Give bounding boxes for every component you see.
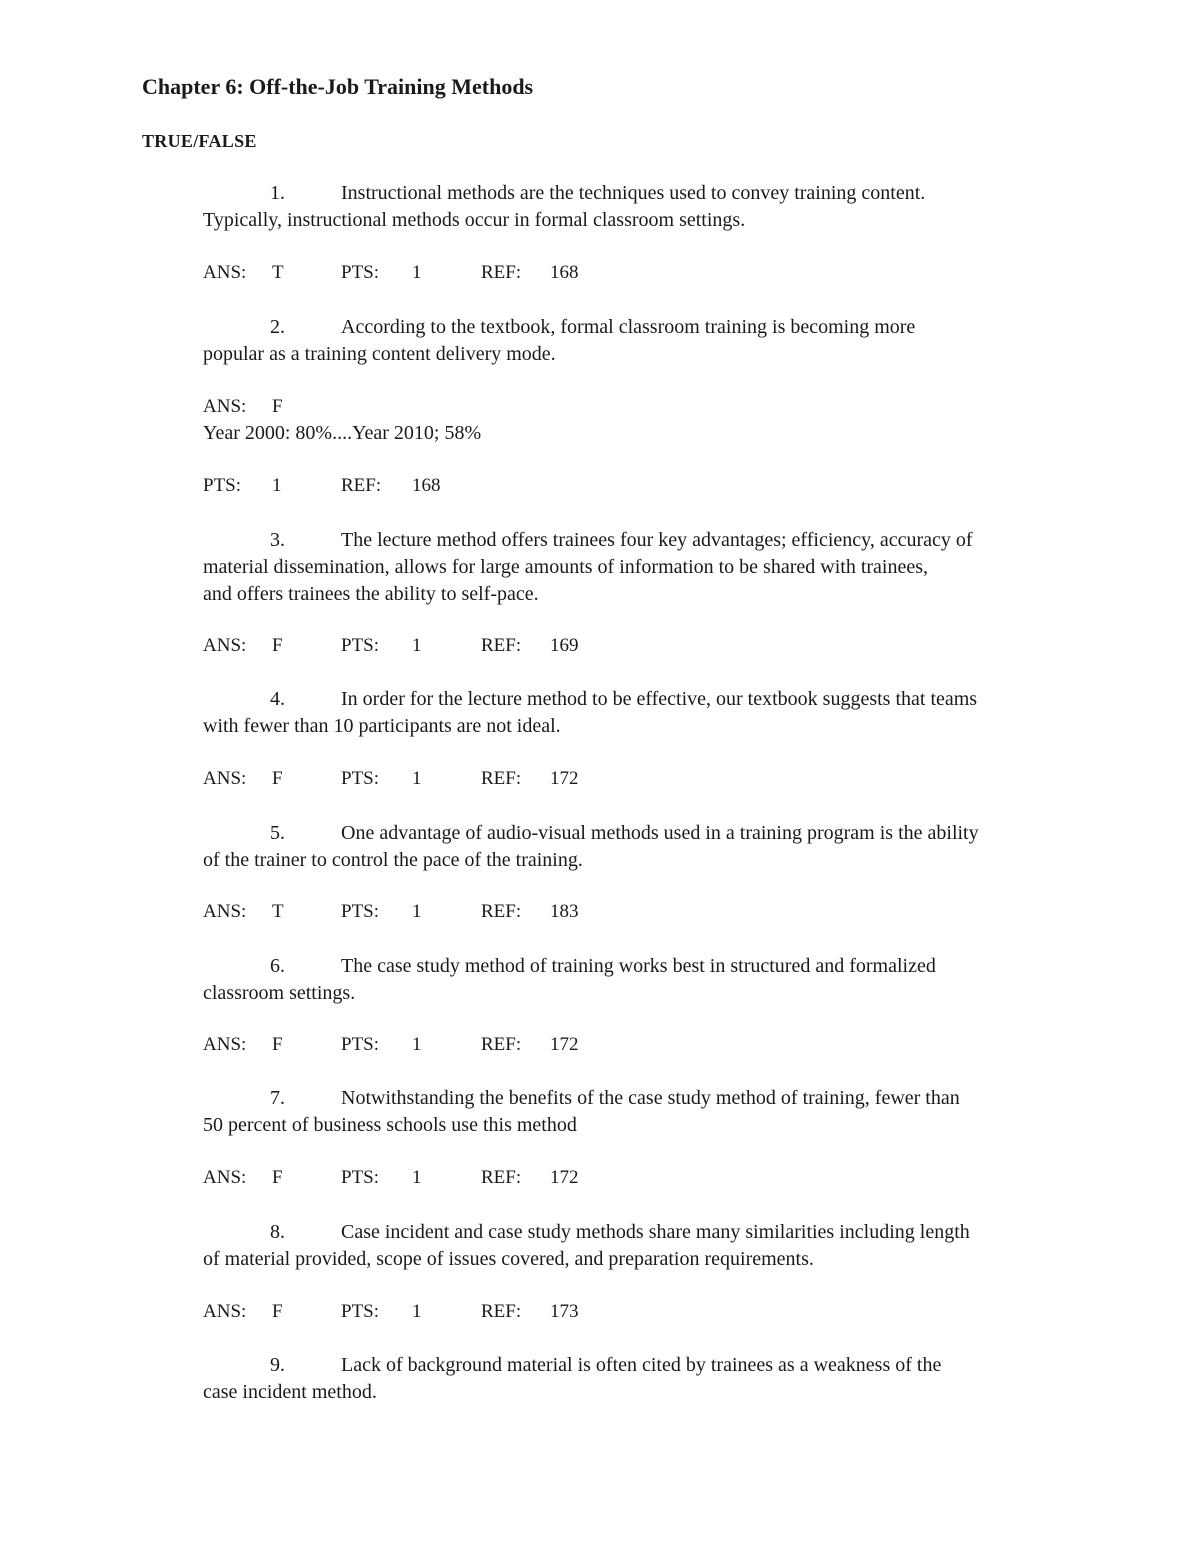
question-text-continued: Typically, instructional methods occur in formal classroom settings.: [203, 209, 746, 231]
ref-label: REF:: [481, 1301, 522, 1322]
answer-row-1: [203, 260, 803, 286]
question-text-continued: 50 percent of business schools use this method: [203, 1114, 577, 1136]
ref-label: REF:: [481, 635, 522, 656]
ans-label: ANS:: [203, 262, 247, 283]
question-text: Case incident and case study methods share many similarities including length: [341, 1221, 970, 1243]
answer-note: Year 2000: 80%....Year 2010; 58%: [203, 422, 482, 444]
pts-label: PTS:: [203, 475, 242, 496]
answer-row-3: [203, 633, 803, 659]
question-number: 6.: [270, 955, 285, 977]
question-number: 9.: [270, 1354, 285, 1376]
question-text: According to the textbook, formal classroom training is becoming more: [341, 316, 916, 338]
ans-value: F: [272, 635, 283, 656]
pts-label: PTS:: [341, 1301, 380, 1322]
question-text-continued: of the trainer to control the pace of the training.: [203, 849, 583, 871]
pts-value: 1: [412, 635, 422, 656]
question-text: Notwithstanding the benefits of the case study method of training, fewer than: [341, 1087, 960, 1109]
question-number: 8.: [270, 1221, 285, 1243]
ref-value: 172: [550, 768, 579, 789]
question-9: [203, 1352, 1103, 1406]
ans-label: ANS:: [203, 1034, 247, 1055]
question-8: [203, 1219, 1103, 1273]
ans-label: ANS:: [203, 901, 247, 922]
ans-value: F: [272, 396, 283, 417]
pts-label: PTS:: [341, 1034, 380, 1055]
question-text-continued: and offers trainees the ability to self-pace.: [203, 583, 539, 605]
pts-value: 1: [412, 1167, 422, 1188]
ref-label: REF:: [481, 768, 522, 789]
question-number: 3.: [270, 529, 285, 551]
ref-value: 172: [550, 1167, 579, 1188]
answer-row-7: [203, 1165, 803, 1191]
ref-value: 168: [550, 262, 579, 283]
ref-value: 183: [550, 901, 579, 922]
ans-label: ANS:: [203, 1167, 247, 1188]
pts-value: 1: [272, 475, 282, 496]
ans-label: ANS:: [203, 1301, 247, 1322]
ans-value: F: [272, 1301, 283, 1322]
question-text: One advantage of audio-visual methods used in a training program is the ability: [341, 822, 979, 844]
ans-value: T: [272, 262, 284, 283]
chapter-title: Chapter 6: Off-the-Job Training Methods: [142, 74, 534, 99]
pts-value: 1: [412, 768, 422, 789]
pts-label: PTS:: [341, 901, 380, 922]
pts-label: PTS:: [341, 1167, 380, 1188]
pts-value: 1: [412, 262, 422, 283]
question-3: [203, 527, 1103, 608]
question-2: [203, 314, 1103, 368]
question-4: [203, 686, 1103, 740]
question-text-continued: with fewer than 10 participants are not ideal.: [203, 715, 561, 737]
answer-row-6: [203, 1032, 803, 1058]
answer-row-5: [203, 899, 803, 925]
question-text: Lack of background material is often cited by trainees as a weakness of the: [341, 1354, 942, 1376]
ans-value: F: [272, 1034, 283, 1055]
ref-label: REF:: [481, 262, 522, 283]
pts-label: PTS:: [341, 635, 380, 656]
question-text: In order for the lecture method to be effective, our textbook suggests that teams: [341, 688, 978, 710]
pts-value: 1: [412, 1301, 422, 1322]
question-text-continued: material dissemination, allows for large amounts of information to be shared with trainees,: [203, 556, 928, 578]
question-number: 2.: [270, 316, 285, 338]
ans-label: ANS:: [203, 635, 247, 656]
ref-label: REF:: [481, 901, 522, 922]
question-text-continued: of material provided, scope of issues covered, and preparation requirements.: [203, 1248, 814, 1270]
answer-row-8: [203, 1299, 803, 1325]
question-text: The lecture method offers trainees four key advantages; efficiency, accuracy of: [341, 529, 973, 551]
ref-label: REF:: [481, 1167, 522, 1188]
ref-value: 172: [550, 1034, 579, 1055]
question-6: [203, 953, 1103, 1007]
ans-label: ANS:: [203, 396, 247, 417]
ref-value: 168: [412, 475, 441, 496]
answer-row-2: [203, 394, 803, 420]
ref-label: REF:: [481, 1034, 522, 1055]
answer-row-4: [203, 766, 803, 792]
question-7: [203, 1085, 1103, 1139]
section-heading: TRUE/FALSE: [142, 131, 257, 151]
question-1: [203, 180, 1103, 234]
question-text-continued: case incident method.: [203, 1381, 377, 1403]
ref-value: 169: [550, 635, 579, 656]
pts-value: 1: [412, 901, 422, 922]
ans-value: T: [272, 901, 284, 922]
pts-value: 1: [412, 1034, 422, 1055]
question-text-continued: classroom settings.: [203, 982, 356, 1004]
ref-value: 173: [550, 1301, 579, 1322]
pts-label: PTS:: [341, 768, 380, 789]
question-number: 7.: [270, 1087, 285, 1109]
question-text-continued: popular as a training content delivery mode.: [203, 343, 556, 365]
ref-label: REF:: [341, 475, 382, 496]
question-text: Instructional methods are the techniques used to convey training content.: [341, 182, 926, 204]
ans-value: F: [272, 768, 283, 789]
question-text: The case study method of training works best in structured and formalized: [341, 955, 936, 977]
question-number: 5.: [270, 822, 285, 844]
question-number: 4.: [270, 688, 285, 710]
question-number: 1.: [270, 182, 285, 204]
ans-value: F: [272, 1167, 283, 1188]
ans-label: ANS:: [203, 768, 247, 789]
points-row-2: [203, 473, 803, 499]
question-5: [203, 820, 1103, 874]
pts-label: PTS:: [341, 262, 380, 283]
